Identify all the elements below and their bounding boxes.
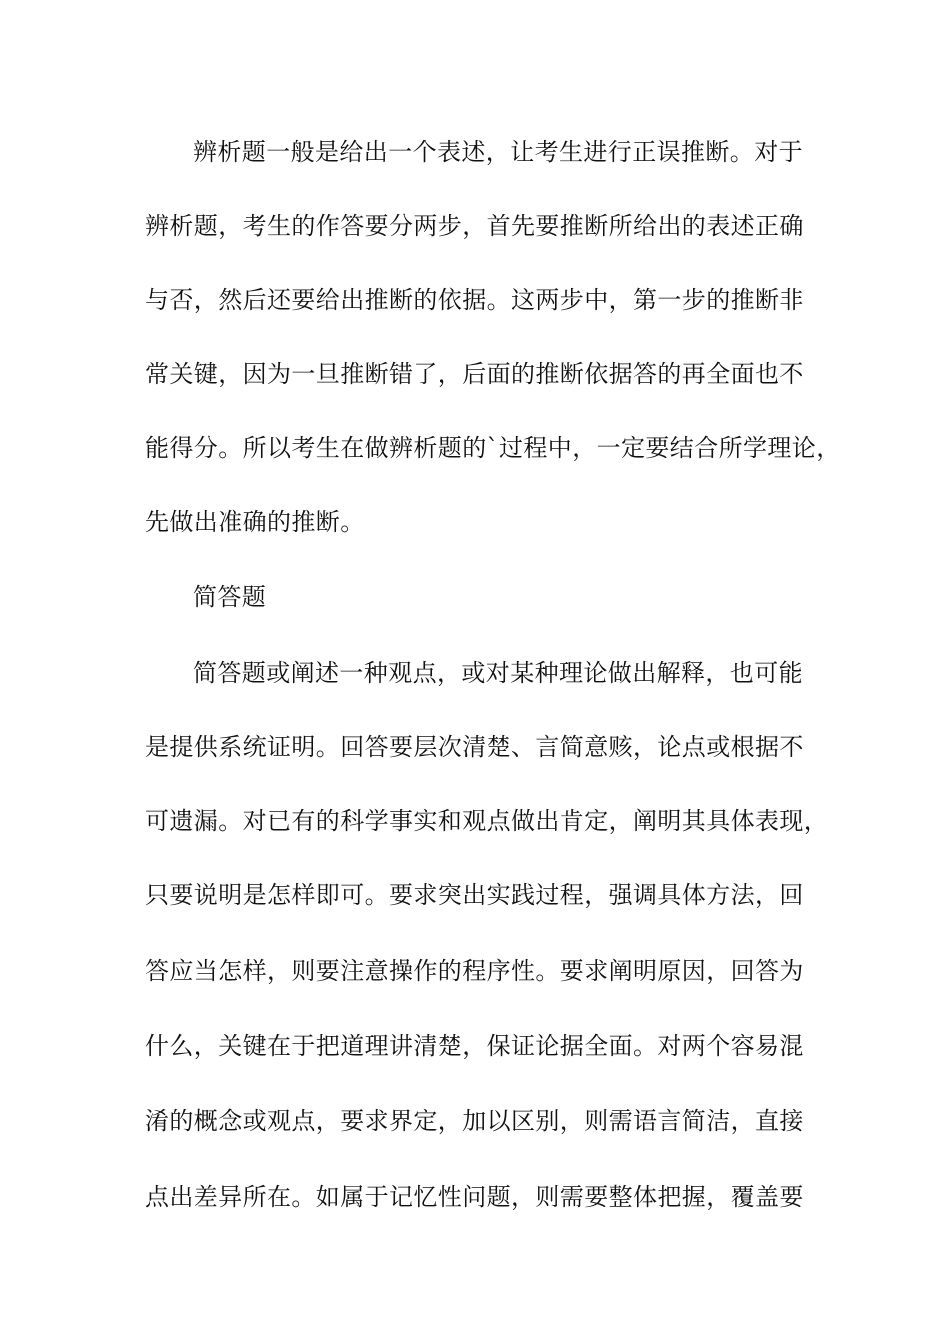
paragraph-2-line-6: 什么，关键在于把道理讲清楚，保证论据全面。对两个容易混 xyxy=(145,1032,804,1060)
paragraph-1-line-6: 先做出准确的推断。 xyxy=(145,508,365,536)
paragraph-1-line-2: 辨析题，考生的作答要分两步，首先要推断所给出的表述正确 xyxy=(145,212,804,240)
paragraph-2-line-8: 点出差异所在。如属于记忆性问题，则需要整体把握，覆盖要 xyxy=(145,1183,804,1211)
paragraph-2-line-7: 淆的概念或观点，要求界定，加以区别，则需语言简洁，直接 xyxy=(145,1107,804,1135)
paragraph-1-line-4: 常关键，因为一旦推断错了，后面的推断依据答的再全面也不 xyxy=(145,360,804,388)
paragraph-2-line-3: 可遗漏。对已有的科学事实和观点做出肯定，阐明其具体表现， xyxy=(145,807,829,835)
paragraph-2-line-4: 只要说明是怎样即可。要求突出实践过程，强调具体方法，回 xyxy=(145,881,804,909)
paragraph-1-line-5: 能得分。所以考生在做辨析题的`过程中，一定要结合所学理论， xyxy=(145,434,841,462)
paragraph-2-line-2: 是提供系统证明。回答要层次清楚、言简意赅，论点或根据不 xyxy=(145,733,804,761)
paragraph-1-line-1: 辨析题一般是给出一个表述，让考生进行正误推断。对于 xyxy=(193,138,803,166)
section-heading: 简答题 xyxy=(193,583,267,611)
paragraph-2-line-5: 答应当怎样，则要注意操作的程序性。要求阐明原因，回答为 xyxy=(145,957,804,985)
paragraph-2-line-1: 简答题或阐述一种观点，或对某种理论做出解释，也可能 xyxy=(193,659,803,687)
paragraph-1-line-3: 与否，然后还要给出推断的依据。这两步中，第一步的推断非 xyxy=(145,286,804,314)
